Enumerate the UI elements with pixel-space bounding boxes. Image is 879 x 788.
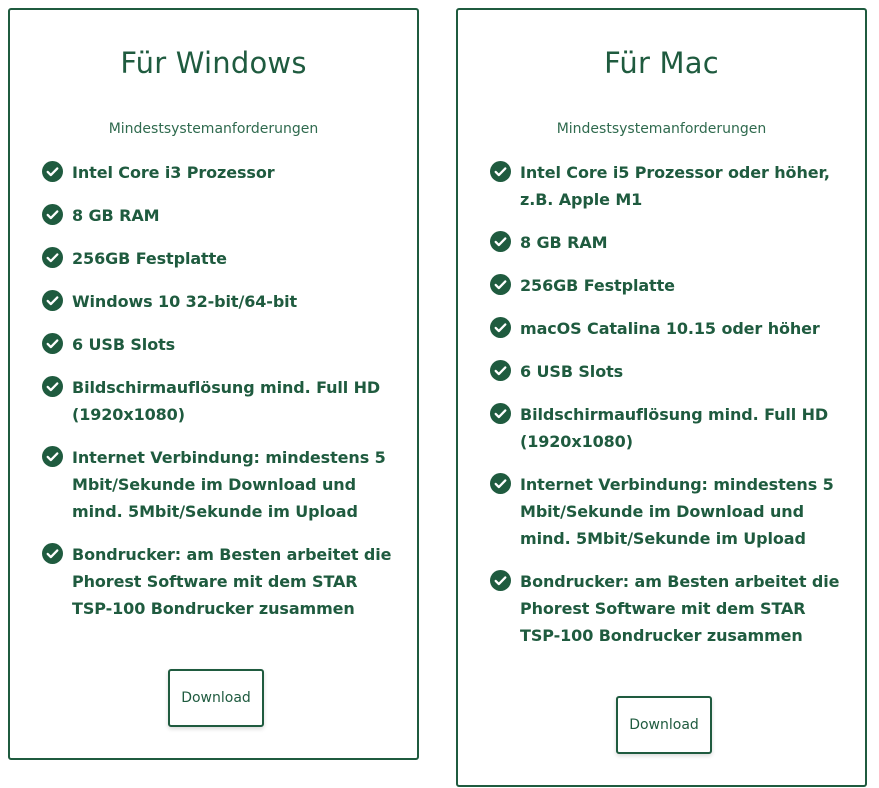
requirement-text: macOS Catalina 10.15 oder höher <box>520 319 820 338</box>
requirement-text: 256GB Festplatte <box>72 249 227 268</box>
requirement-text: Bondrucker: am Besten arbeitet die Phorest Software mit dem STAR TSP-100 Bondrucker zusammen <box>72 545 392 618</box>
windows-download-button[interactable]: Download <box>168 669 264 727</box>
list-item <box>42 541 393 622</box>
requirement-text: Windows 10 32-bit/64-bit <box>72 292 298 311</box>
list-item <box>490 358 841 385</box>
requirement-text: Intel Core i5 Prozessor oder höher, z.B. Apple M1 <box>520 163 830 209</box>
requirement-text: 256GB Festplatte <box>520 276 675 295</box>
check-circle-icon <box>490 161 511 182</box>
check-circle-icon <box>42 161 63 182</box>
list-item <box>42 444 393 525</box>
requirement-text: Bondrucker: am Besten arbeitet die Phorest Software mit dem STAR TSP-100 Bondrucker zusammen <box>520 572 840 645</box>
check-circle-icon <box>490 317 511 338</box>
check-circle-icon <box>490 274 511 295</box>
list-item <box>490 471 841 552</box>
requirement-text: 8 GB RAM <box>72 206 160 225</box>
check-circle-icon <box>490 473 511 494</box>
list-item <box>490 229 841 256</box>
check-circle-icon <box>42 247 63 268</box>
requirement-text: 6 USB Slots <box>72 335 176 354</box>
requirement-text: Internet Verbindung: mindestens 5 Mbit/Sekunde im Download und mind. 5Mbit/Sekunde im Upload <box>520 475 834 548</box>
check-circle-icon <box>42 204 63 225</box>
mac-card-title: Für Mac <box>604 46 719 80</box>
check-circle-icon <box>490 570 511 591</box>
check-circle-icon <box>490 231 511 252</box>
check-circle-icon <box>42 446 63 467</box>
list-item <box>490 401 841 455</box>
mac-download-button[interactable]: Download <box>616 696 712 754</box>
check-circle-icon <box>490 360 511 381</box>
check-circle-icon <box>42 376 63 397</box>
check-circle-icon <box>42 290 63 311</box>
requirement-text: Bildschirmauflösung mind. Full HD (1920x1080) <box>520 405 829 451</box>
requirement-text: Bildschirmauflösung mind. Full HD (1920x1080) <box>72 378 381 424</box>
list-item <box>490 159 841 213</box>
list-item <box>42 245 393 272</box>
mac-requirements-list <box>490 159 841 665</box>
check-circle-icon <box>42 543 63 564</box>
list-item <box>490 315 841 342</box>
mac-requirements-card <box>456 8 867 787</box>
requirement-text: Intel Core i3 Prozessor <box>72 163 275 182</box>
mac-card-subtitle: Mindestsystemanforderungen <box>556 121 767 137</box>
list-item <box>42 374 393 428</box>
requirement-text: 8 GB RAM <box>520 233 608 252</box>
list-item <box>490 272 841 299</box>
windows-card-subtitle: Mindestsystemanforderungen <box>108 121 319 137</box>
check-circle-icon <box>490 403 511 424</box>
windows-requirements-card <box>8 8 419 760</box>
check-circle-icon <box>42 333 63 354</box>
windows-requirements-list <box>42 159 393 638</box>
list-item <box>42 288 393 315</box>
list-item <box>42 331 393 358</box>
requirement-text: 6 USB Slots <box>520 362 624 381</box>
requirement-text: Internet Verbindung: mindestens 5 Mbit/Sekunde im Download und mind. 5Mbit/Sekunde im Upload <box>72 448 386 521</box>
list-item <box>42 202 393 229</box>
list-item <box>490 568 841 649</box>
windows-card-title: Für Windows <box>120 46 307 80</box>
list-item <box>42 159 393 186</box>
